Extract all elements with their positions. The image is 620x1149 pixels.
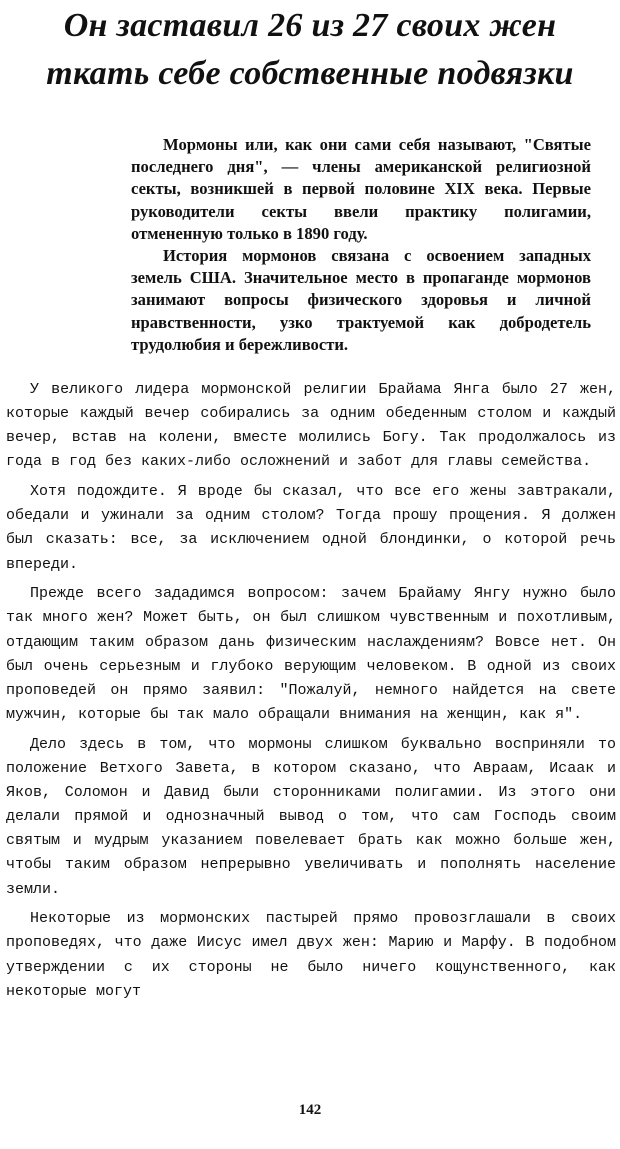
body-paragraph-2: Хотя подождите. Я вроде бы сказал, что все его жены завтракали, обедали и ужинали за одним столом? Тогда прошу прощения. Я должен был сказать: все, за исключением одной блондинки, о которой речь впереди. [6,483,616,573]
page-number: 142 [298,1102,322,1118]
lead-paragraph-2: История мормонов связана с освоением западных земель США. Значительное место в пропаганде мормонов занимают вопросы физического здоровья и личной нравственности, узко трактуемой как добродетель трудолюбия и бережливости. [131,246,591,354]
body-paragraph-5: Некоторые из мормонских пастырей прямо провозглашали в своих проповедях, что даже Иисус имел двух жен: Марию и Марфу. В подобном утверждении с их стороны не было ничего кощунственного, как некоторые могут [6,910,616,1000]
body-paragraph-3: Прежде всего зададимся вопросом: зачем Брайаму Янгу нужно было так много жен? Может быть, он был слишком чувственным и похотливым, отдающим таким образом дань физическим наслаждениям? Вовсе нет. Он был очень серьезным и глубоко верующим человеком. В одной из своих проповедей он прямо заявил: "Пожалуй, немного найдется на свете мужчин, которые бы так мало обращали внимания на женщин, как я". [6,585,616,724]
chapter-title-line-2: ткать себе собственные подвязки [46,55,574,92]
lead-paragraph [131,134,591,356]
chapter-title [0,2,620,98]
lead-paragraph-1: Мормоны или, как они сами себя называют, "Святые последнего дня", — члены американской религиозной секты, возникшей в первой половине XIX века. Первые руководители секты ввели практику полигамии, отмененную только в 1890 году. [131,135,591,243]
body-paragraph-4: Дело здесь в том, что мормоны слишком буквально восприняли то положение Ветхого Завета, в котором сказано, что Авраам, Исаак и Яков, Соломон и Давид были сторонниками полигамии. Из этого они делали прямой и однозначный вывод о том, что сам Господь своим святым и мудрым указанием повелевает брать как можно больше жен, чтобы таким образом непрерывно увеличивать и пополнять население земли. [6,735,616,898]
body-text [6,378,616,1009]
body-paragraph-1: У великого лидера мормонской религии Брайама Янга было 27 жен, которые каждый вечер собирались за одним обеденным столом и каждый вечер, встав на колени, вместе молились Богу. Так продолжалось из года в год без каких-либо осложнений и забот для главы семейства. [6,381,616,471]
chapter-title-line-1: Он заставил 26 из 27 своих жен [63,7,557,44]
